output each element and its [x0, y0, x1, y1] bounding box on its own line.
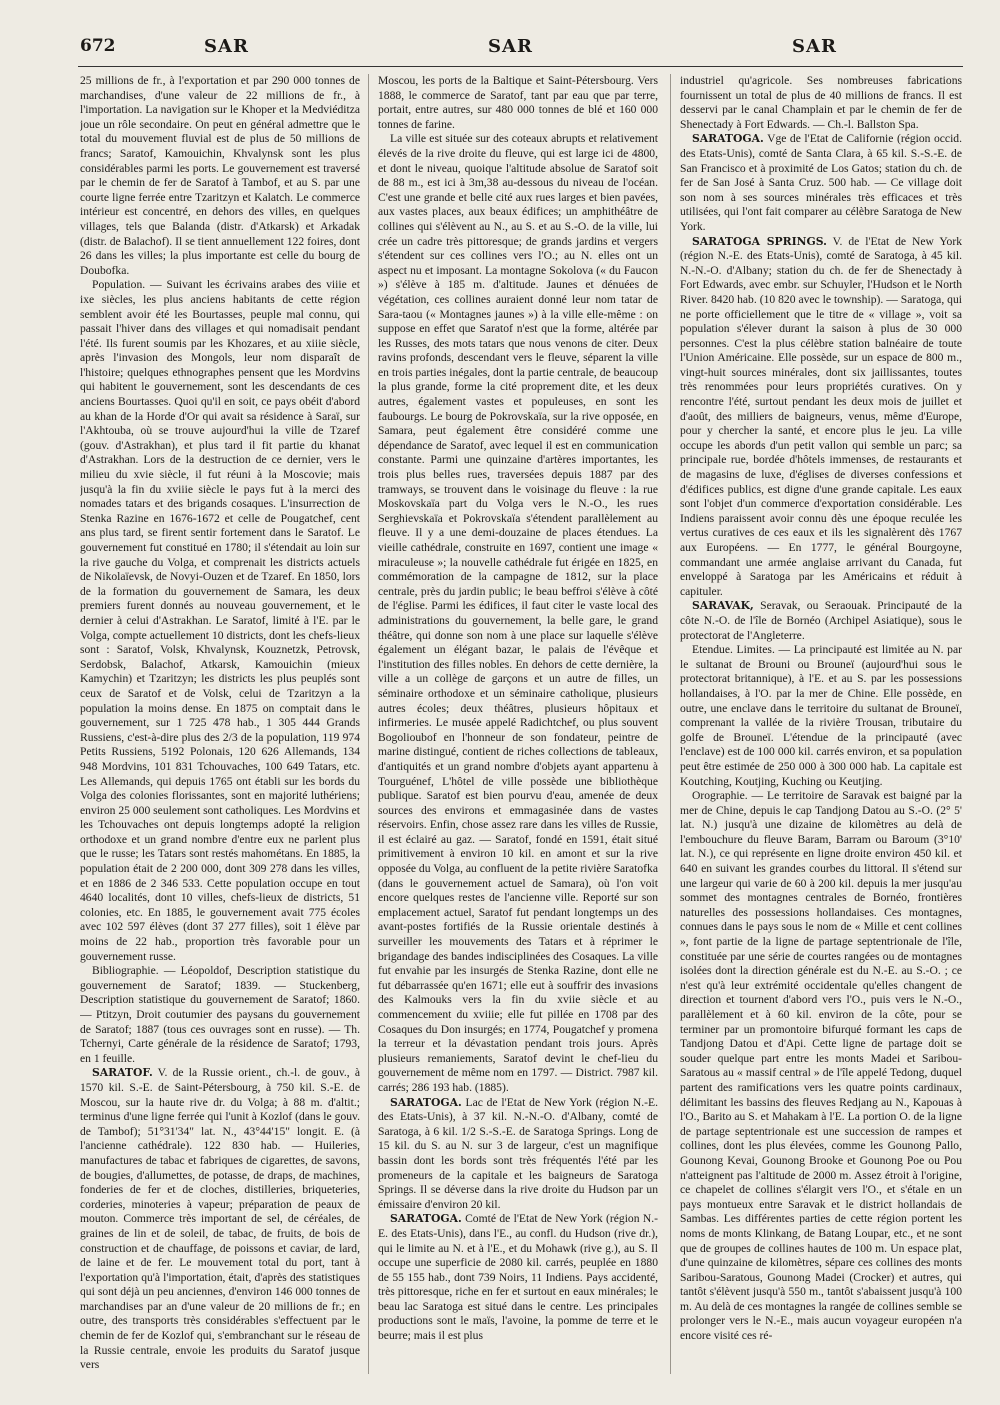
entry-paragraph: SARATOGA SPRINGS. V. de l'Etat de New York (région N.-E. des Etats-Unis), comté de Saratoga, à 45 kil. N.-N.-O. d'Albany; station du ch. de fer de Shenectady à Fort Edwards, avec embr. sur Schuyler, l'Hudson et le North River. 8420 hab. (10 820 avec le township). — Saratoga, qui ne porte officiellement que le titre de « village », voit sa population s'élever durant la saison à plus de 30 000 personnes. C'est la plus célèbre station balnéaire de toute l'Union Américaine. Elle possède, sur un espace de 800 m., vingt-huit sources minérales, dont six jaillissantes, toutes très renommées pour leurs propriétés curatives. On y rencontre l'été, surtout pendant les deux mois de juillet et d'août, des milliers de baigneurs, venus, même d'Europe, pour y chercher la santé, et encore plus le jeu. La ville occupe les abords d'un petit vallon qui semble un parc; sa principale rue, bordée d'hôtels immenses, de restaurants et de magasins de luxe, d'églises de diverses confessions et d'édifices publics, est digne d'une grande capitale. Les eaux sont l'objet d'un commerce d'exportation considérable. Les Indiens paraissent avoir connu dès une époque reculée les vertus curatives de ces eaux et ils les signalèrent dès 1767 aux Européens. — En 1777, le général Bourgoyne, commandant une armée anglaise arrivant du Canada, fut enveloppé à Saratoga par les Américains et réduit à capituler. [680, 234, 962, 598]
entry-headword: SARATOGA. [390, 1212, 462, 1226]
entry-headword: SARATOGA SPRINGS. [692, 234, 827, 248]
column-divider [368, 74, 369, 1374]
entry-paragraph: SARATOGA. Comté de l'Etat de New York (région N.-E. des Etats-Unis), dans l'E., au confl. du Hudson (rive dr.), qui le limite au N. et à l'E., et du Mohawk (rive g.), au S. Il occupe une superficie de 2080 kil. carrés, peuplée en 1880 de 55 155 hab., dont 739 Noirs, 11 Indiens. Pays accidenté, très pittoresque, riche en fer et surtout en eaux minérales; le beau lac Saratoga est situé dans le centre. Les principales productions sont le maïs, l'avoine, la pomme de terre et le beurre; mais il est plus [378, 1212, 658, 1343]
running-head-left: SAR [204, 36, 249, 57]
page-number: 672 [80, 36, 116, 56]
text-column-2 [378, 74, 658, 1374]
entry-headword: SARATOGA. [390, 1095, 462, 1109]
entry-paragraph: SARATOGA. Vge de l'Etat de Californie (région occid. des Etats-Unis), comté de Santa Clara, à 65 kil. S.-S.-E. de San Francisco et à proximité de Los Gatos; station du ch. de fer de San José à Santa Cruz. 500 hab. — Ce village doit son nom à ses sources minérales très efficaces et très utilisées, qui l'ont fait comparer au célèbre Saratoga de New York. [680, 132, 962, 233]
entry-headword: SARATOGA. [692, 132, 764, 146]
entry-paragraph: SARATOF. V. de la Russie orient., ch.-l. de gouv., à 1570 kil. S.-E. de Saint-Pétersbourg, à 750 kil. S.-E. de Moscou, sur la haute rive dr. du Volga; à 88 m. d'altit.; terminus d'une ligne ferrée qui l'unit à Kozlof (dans le gouv. de Tambof); 51°31'34" lat. N., 43°44'15" longit. E. (à l'ancienne cathédrale). 122 830 hab. — Huileries, manufactures de tabac et fabriques de cigarettes, de savons, de bougies, d'allumettes, de potasse, de draps, de machines, fonderies de fer et de cloches, distilleries, briqueteries, corderies, minoteries à vapeur; préparation de peaux de mouton. Commerce très important de sel, de céréales, de graines de lin et de soleil, de tabac, de fruits, de bois de construction et de chauffage, de poissons et caviar, de lard, de laine et de fer. Le mouvement total du port, tant à l'exportation qu'à l'importation, était, d'après des statistiques qui sont déjà un peu anciennes, d'environ 146 000 tonnes de marchandises par an d'une valeur de 20 millions de fr.; en outre, des transports très considérables s'effectuent par le chemin de fer de Kozlof qui, s'embranchant sur le réseau de la Russie centrale, envoie les produits du Saratof jusque vers [80, 1066, 360, 1372]
entry-headword: SARATOF. [92, 1066, 153, 1080]
paragraph: Orographie. — Le territoire de Saravak est baigné par la mer de Chine, depuis le cap Tandjong Datou au S.-O. (2° 5' lat. N.) jusqu'à une dizaine de kilomètres au delà de l'embouchure du fleuve Baram, Barram ou Baroum (3°10' lat. N.), ce qui représente en ligne droite environ 450 kil. et 640 en suivant les grandes courbes du littoral. Il s'étend sur une largeur qui varie de 60 à 200 kil. depuis la mer jusqu'au sommet des montagnes centrales de Bornéo, frontières naturelles des possessions hollandaises. Ces montagnes, connues dans le pays sous le nom de « Mille et cent collines », font partie de la ligne de partage septentrionale de l'île, constituée par une série de courtes rangées ou de montagnes isolées dont la direction générale est du N.-E. au S.-O. ; ce n'est qu'à leur extrémité occidentale qu'elles changent de direction et tournent d'abord vers l'O., puis vers le N.-O., parallèlement et à 60 kil. environ de la côte, pour se terminer par un promontoire bifurqué formant les caps de Tandjong Datou et d'Api. Cette ligne de partage doit se souder quelque part entre les monts Madei et Saribou-Saratous au « massif central » de l'île appelé Tedong, duquel partent des ramifications vers les quatre points cardinaux, délimitant les bassins des fleuves Redjang au N., Kapouas à l'O., Barito au S. et Mahakam à l'E. La portion O. de la ligne de partage septentrionale est une succession de rampes et collines, dont les plus élevées, comme les Gounong Pallo, Gounong Kevai, Gounong Brooke et Gounong Poe ou Pou n'atteignent pas l'altitude de 2000 m. Assez étroit à l'origine, ce chapelet de collines s'élargit vers l'O., et s'étale en un pays montueux entre Saravak et le district hollandais de Sambas. Les différentes parties de cette région portent les noms de monts Klinkang, de Batang Loupar, etc., et ne sont que de groupes de collines hautes de 100 m. Un espace plat, d'une quinzaine de kilomètres, sépare ces collines des monts Saribou-Saratous, Gounong Madei (Crocker) et autres, qui tantôt s'élèvent jusqu'à 550 m., tantôt s'abaissent jusqu'à 100 m. Au delà de ces montagnes la rangée de collines semble se prolonger vers le N.-E., mais aucun voyageur européen n'a encore visité ces ré- [680, 789, 962, 1343]
running-head-right: SAR [792, 36, 837, 57]
paragraph: Etendue. Limites. — La principauté est limitée au N. par le sultanat de Brouni ou Brouneï (aujourd'hui sous le protectorat britannique), à l'E. et au S. par les possessions hollandaises, à l'O. par la mer de Chine. Elle possède, en outre, une enclave dans le territoire du sultanat de Brouneï, comprenant la vallée de la rivière Trousan, tributaire du golfe de Brouneï. L'étendue de la principauté (avec l'enclave) est de 100 000 kil. carrés environ, et sa population peut être estimée de 250 000 à 300 000 hab. La capitale est Koutching, Koutjing, Kuching ou Keutjing. [680, 643, 962, 788]
entry-headword: SARAVAK, [692, 599, 754, 613]
paragraph: industriel qu'agricole. Ses nombreuses fabrications fournissent un total de plus de 40 millions de francs. Il est desservi par le canal Champlain et par le chemin de fer de Shenectady à Fort Edwards. — Ch.-l. Ballston Spa. [680, 74, 962, 131]
page-header [80, 36, 960, 64]
running-head-center: SAR [488, 36, 533, 57]
paragraph: Bibliographie. — Léopoldof, Description statistique du gouvernement de Saratof; 1839. — Stuckenberg, Description statistique du gouvernement de Saratof; 1860. — Ptitzyn, Droit coutumier des paysans du gouvernement de Saratof; 1887 (tous ces ouvrages sont en russe). — Th. Tchernyi, Carte générale de la résidence de Saratof; 1793, en 1 feuille. [80, 964, 360, 1065]
text-column-3 [680, 74, 962, 1374]
paragraph: La ville est située sur des coteaux abrupts et relativement élevés de la rive droite du fleuve, qui est large ici de 4800, et dont le niveau, quoique l'altitude absolue de Saratof soit de 88 m., est ici à 3m,38 au-dessous du niveau de l'océan. C'est une grande et belle cité aux rues larges et bien pavées, aux vastes places, aux beaux édifices; un amphithéâtre de collines qui s'élèvent au N., au S. et au S.-O. de la ville, lui crée un cadre très pittoresque; de grands jardins et vergers s'étendent sur ces collines vers l'O.; au N. elles ont un aspect nu et imposant. La montagne Sokolova (« du Faucon ») s'élève à 185 m. d'altitude. Jaunes et dénuées de végétation, ces collines auraient donné leur nom tatar de Sara-taou (« Montagnes jaunes ») à la ville elle-même : on suppose en effet que Saratof n'est que la forme, altérée par les Russes, des mots tatars que nous venons de citer. Deux ravins profonds, descendant vers le fleuve, séparent la ville en trois parties inégales, dont la partie centrale, de beaucoup la plus grande, forme la cité proprement dite, et les deux autres, également vastes et populeuses, en sont les faubourgs. Le bourg de Pokrovskaïa, sur la rive opposée, en Samara, peut également être considéré comme une dépendance de Saratof, avec lequel il est en communication constante. Parmi une quinzaine d'artères importantes, les trois plus belles rues, traversées depuis 1887 par des tramways, se trouvent dans le voisinage du fleuve : la rue Moskovskaïa part du Volga vers le N.-O., les rues Serghievskaïa et Pokrovskaïa s'étendent parallèlement au fleuve. Il y a une demi-douzaine de places étendues. La vieille cathédrale, construite en 1697, contient une image « miraculeuse »; la nouvelle cathédrale fut érigée en 1825, en commémoration de la campagne de 1812, sur la place centrale, près du jardin public; le beau beffroi s'élève à côté de l'église. Parmi les édifices, il faut citer le vaste local des administrations du gouvernement, la belle gare, le grand théâtre, qui donne son nom à une place sur laquelle s'élève également un élégant bazar, le palais de l'évêque et l'institution des filles nobles. En dehors de cette dernière, la ville a un collège de garçons et un autre de filles, un séminaire orthodoxe et un séminaire catholique, plusieurs autres écoles; deux théâtres, plusieurs hôpitaux et infirmeries. Le musée appelé Radichtchef, ou plus souvent Bogolioubof en l'honneur de son fondateur, peintre de marine distingué, contient de riches collections de tableaux, d'antiquités et un grand nombre d'objets ayant appartenu à Tourguénef, L'hôtel de ville possède une bibliothèque publique. Saratof est bien pourvu d'eau, amenée de deux sources des environs et emmagasinée dans de vastes réservoirs. Enfin, chose assez rare dans les villes de Russie, il est éclairé au gaz. — Saratof, fondé en 1591, était situé primitivement à environ 10 kil. en amont et sur la rive opposée du Volga, au confluent de la petite rivière Saratofka (dans le gouvernement actuel de Samara), où l'on voit encore quelques restes de l'ancienne ville. Reporté sur son emplacement actuel, Saratof fut pendant longtemps un des avant-postes fortifiés de la Russie orientale destinés à surveiller les mouvements des Tatars et à réprimer le brigandage des bandes indisciplinées des Cosaques. La ville fut envahie par les insurgés de Stenka Razine, dont elle ne fut débarrassée qu'en 1671; elle eut à souffrir des invasions des Kalmouks vers la fin du xviie siècle et au commencement du xviiie; elle fut pillée en 1708 par des Cosaques du Don insurgés; en 1774, Pougatchef y promena la terreur et la dévastation pendant trois jours. Après plusieurs remaniements, Saratof devint le chef-lieu du gouvernement de même nom en 1797. — District. 7987 kil. carrés; 286 193 hab. (1885). [378, 132, 658, 1094]
paragraph: 25 millions de fr., à l'exportation et par 290 000 tonnes de marchandises, d'une valeur de 22 millions de fr., à l'importation. La navigation sur le Khoper et la Medviéditza joue un rôle secondaire. On peut en général admettre que le total du mouvement fluvial est de plus de 50 millions de francs; Saratof, Kamouichin, Khvalynsk sont les plus considérables parmi les ports. Le gouvernement est traversé par le chemin de fer de Saratof à Tambof, et au S. par une courte ligne ferrée entre Tzaritzyn et Kalatch. Le commerce intérieur est concentré, en dehors des villes, en quelques villages, tels que Balanda (distr. d'Atkarsk) et Arkadak (distr. de Balachof). Il se tient annuellement 122 foires, dont 26 dans les villes; la plus importante est celle du bourg de Doubofka. [80, 74, 360, 277]
paragraph: Population. — Suivant les écrivains arabes des viiie et ixe siècles, les plus anciens habitants de cette région semblent avoir été les Bourtasses, peuple mal connu, qui passait l'hiver dans des villages et qui nomadisait pendant l'été. Ils furent soumis par les Khozares, et au xiiie siècle, après l'invasion des Mongols, leur nom disparaît de l'histoire; quelques ethnographes pensent que les Mordvins qui habitent le gouvernement, sont les descendants de ces anciens Bourtasses. Quoi qu'il en soit, ce pays obéit d'abord au khan de la Horde d'Or qui avait sa résidence à Saraï, sur l'Akhtouba, où se trouve aujourd'hui la ville de Tzaref (gouv. d'Astrakhan), et plus tard il fit partie du khanat d'Astrakhan. Lors de la destruction de ce dernier, vers le milieu du xvie siècle, il fut réuni à la Moscovie; mais jusqu'à la fin du xviiie siècle le pays fut à la merci des nomades tatars et des brigands cosaques. L'insurrection de Stenka Razine en 1676-1672 et celle de Pougatchef, cent ans plus tard, se firent sentir fortement dans le Saratof. Le gouvernement fut constitué en 1780; il s'étendait au loin sur la rive gauche du Volga, et comprenait les districts actuels de Nikolaïevsk, de Novyi-Ouzen et de Tzaref. En 1850, lors de la formation du gouvernement de Samara, les deux premiers furent donnés au nouveau gouvernement, et le dernier à celui d'Astrakhan. Le Saratof, limité à l'E. par le Volga, compte actuellement 10 districts, dont les chefs-lieux sont : Saratof, Volsk, Khvalynsk, Kouznetzk, Petrovsk, Serdobsk, Balachof, Atkarsk, Kamouichin (mieux Kamychin) et Tzaritzyn; les districts les plus peuplés sont ceux de Saratof et de Volsk, celui de Tzaritzyn a la population la moins dense. En 1875 on comptait dans le gouvernement, sur 1 725 478 hab., 1 305 444 Grands Russiens, c'est-à-dire plus des 2/3 de la population, 119 974 Petits Russiens, 5192 Polonais, 120 626 Allemands, 134 948 Mordvins, 101 831 Tchouvaches, 100 649 Tatars, etc. Les Allemands, qui depuis 1765 ont établi sur les bords du Volga des colonies florissantes, sont en majorité luthériens; environ 25 000 seulement sont catholiques. Les Mordvins et les Tchouvaches ont depuis longtemps adopté la religion orthodoxe et un grand nombre d'entre eux ne parlent plus que le russe; les Tatars sont restés mahométans. En 1885, la population était de 2 200 000, dont 309 278 dans les villes, et en 1886 de 2 346 533. Cette population occupe en tout 4640 localités, dont 10 villes, chefs-lieux de districts, 51 colonies, etc. En 1885, le gouvernement avait 775 écoles avec 102 597 élèves (dont 37 277 filles), soit 1 élève par moins de 22 hab., proportion très favorable pour un gouvernement russe. [80, 278, 360, 963]
paragraph: Moscou, les ports de la Baltique et Saint-Pétersbourg. Vers 1888, le commerce de Saratof, tant par eau que par terre, portait, entre autres, sur 480 000 tonnes de blé et 160 000 tonnes de farine. [378, 74, 658, 131]
entry-paragraph: SARATOGA. Lac de l'Etat de New York (région N.-E. des Etats-Unis), à 37 kil. N.-N.-O. d'Albany, comté de Saratoga, à 6 kil. 1/2 S.-S.-E. de Saratoga Springs. Long de 15 kil. du S. au N. sur 3 de largeur, c'est un magnifique bassin dont les bords sont très fréquentés l'été par les promeneurs de la capitale et les baigneurs de Saratoga Springs. Il se déverse dans la rive droite du Hudson par un émissaire d'environ 20 kil. [378, 1095, 658, 1211]
entry-paragraph: SARAVAK, Seravak, ou Seraouak. Principauté de la côte N.-O. de l'île de Bornéo (Archipel Asiatique), sous le protectorat de l'Angleterre. [680, 599, 962, 642]
header-rule [78, 66, 963, 67]
column-divider [670, 74, 671, 1374]
text-column-1 [80, 74, 360, 1374]
